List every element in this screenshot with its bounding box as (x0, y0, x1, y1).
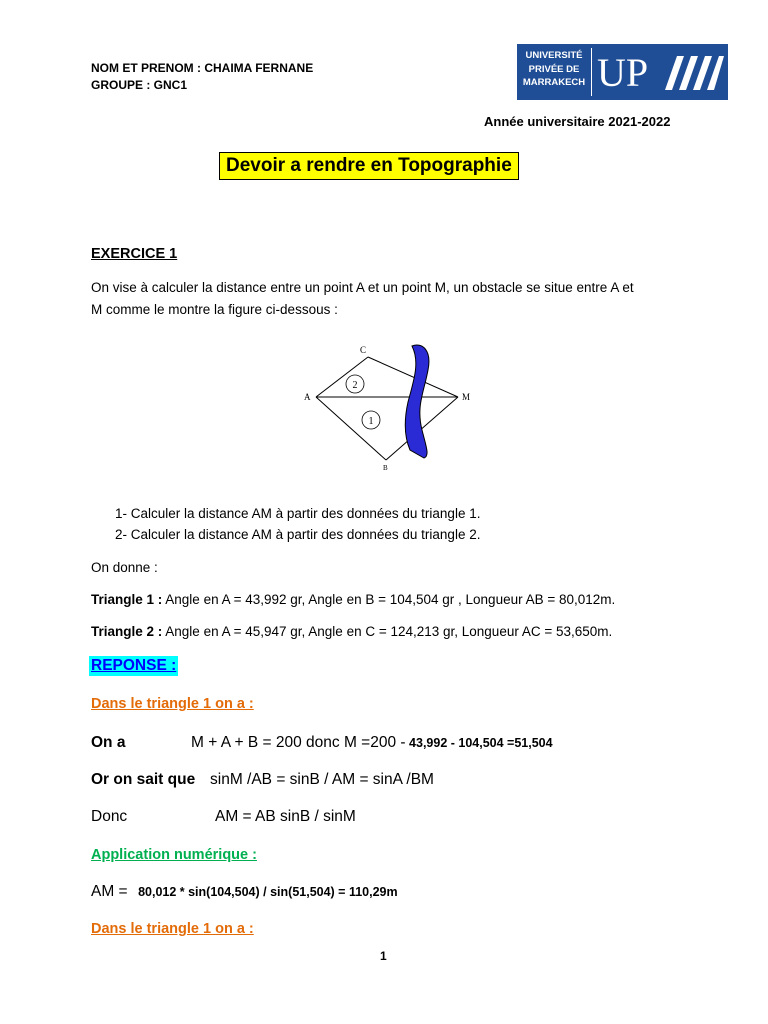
up-logo-mark-icon (595, 50, 725, 94)
triangle-figure (296, 340, 482, 472)
triangle2-data (91, 624, 612, 639)
line1-eq-values: 43,992 - 104,504 =51,504 (405, 736, 553, 750)
group-label: GROUPE : GNC1 (91, 78, 188, 92)
label-b: B (383, 464, 388, 472)
question-2: 2- Calculer la distance AM à partir des données du triangle 2. (115, 527, 481, 542)
triangle1-label: Triangle 1 : (91, 592, 163, 607)
svg-text:UP: UP (597, 50, 649, 94)
am-result (91, 883, 398, 901)
label-2: 2 (352, 380, 358, 391)
student-name: NOM ET PRENOM : CHAIMA FERNANE (91, 61, 314, 75)
university-logo (517, 44, 728, 100)
line3-label: Donc (91, 808, 128, 825)
question-1: 1- Calculer la distance AM à partir des données du triangle 1. (115, 506, 481, 521)
page-number: 1 (380, 949, 387, 963)
line1-label: On a (91, 734, 126, 751)
exercise-intro-line1: On vise à calculer la distance entre un point A et un point M, un obstacle se situe entre A et (91, 280, 634, 295)
exercise-heading: EXERCICE 1 (91, 246, 178, 262)
line3-equation: AM = AB sinB / sinM (215, 808, 356, 825)
label-m: M (462, 392, 471, 402)
answer-heading: REPONSE : (91, 657, 177, 674)
line-ab (316, 397, 386, 460)
application-heading: Application numérique : (91, 847, 257, 863)
triangle2-subheading: Dans le triangle 1 on a : (91, 921, 254, 937)
line1-eq-main: M + A + B = 200 donc M =200 - (191, 734, 406, 751)
triangle2-label: Triangle 2 : (91, 624, 163, 639)
line2-equation: sinM /AB = sinB / AM = sinA /BM (210, 771, 434, 788)
label-a: A (304, 392, 311, 402)
academic-year: Année universitaire 2021-2022 (484, 114, 671, 129)
label-1: 1 (368, 416, 374, 427)
line2-label: Or on sait que (91, 771, 196, 788)
am-value: 80,012 * sin(104,504) / sin(51,504) = 110,29m (138, 885, 398, 899)
triangle1-subheading: Dans le triangle 1 on a : (91, 696, 254, 712)
logo-divider (591, 48, 592, 96)
triangle1-text: Angle en A = 43,992 gr, Angle en B = 104,504 gr , Longueur AB = 80,012m. (162, 592, 616, 607)
label-c: C (360, 345, 367, 355)
triangle1-data (91, 592, 615, 607)
line1-equation (191, 734, 553, 752)
given-label: On donne : (91, 560, 158, 575)
triangle2-text: Angle en A = 45,947 gr, Angle en C = 124,213 gr, Longueur AC = 53,650m. (162, 624, 613, 639)
obstacle-shape (405, 345, 429, 458)
logo-text: UNIVERSITÉ PRIVÉE DE MARRAKECH (522, 50, 586, 88)
am-label: AM = (91, 883, 128, 900)
document-title: Devoir a rendre en Topographie (219, 152, 519, 180)
exercise-intro-line2: M comme le montre la figure ci-dessous : (91, 302, 338, 317)
